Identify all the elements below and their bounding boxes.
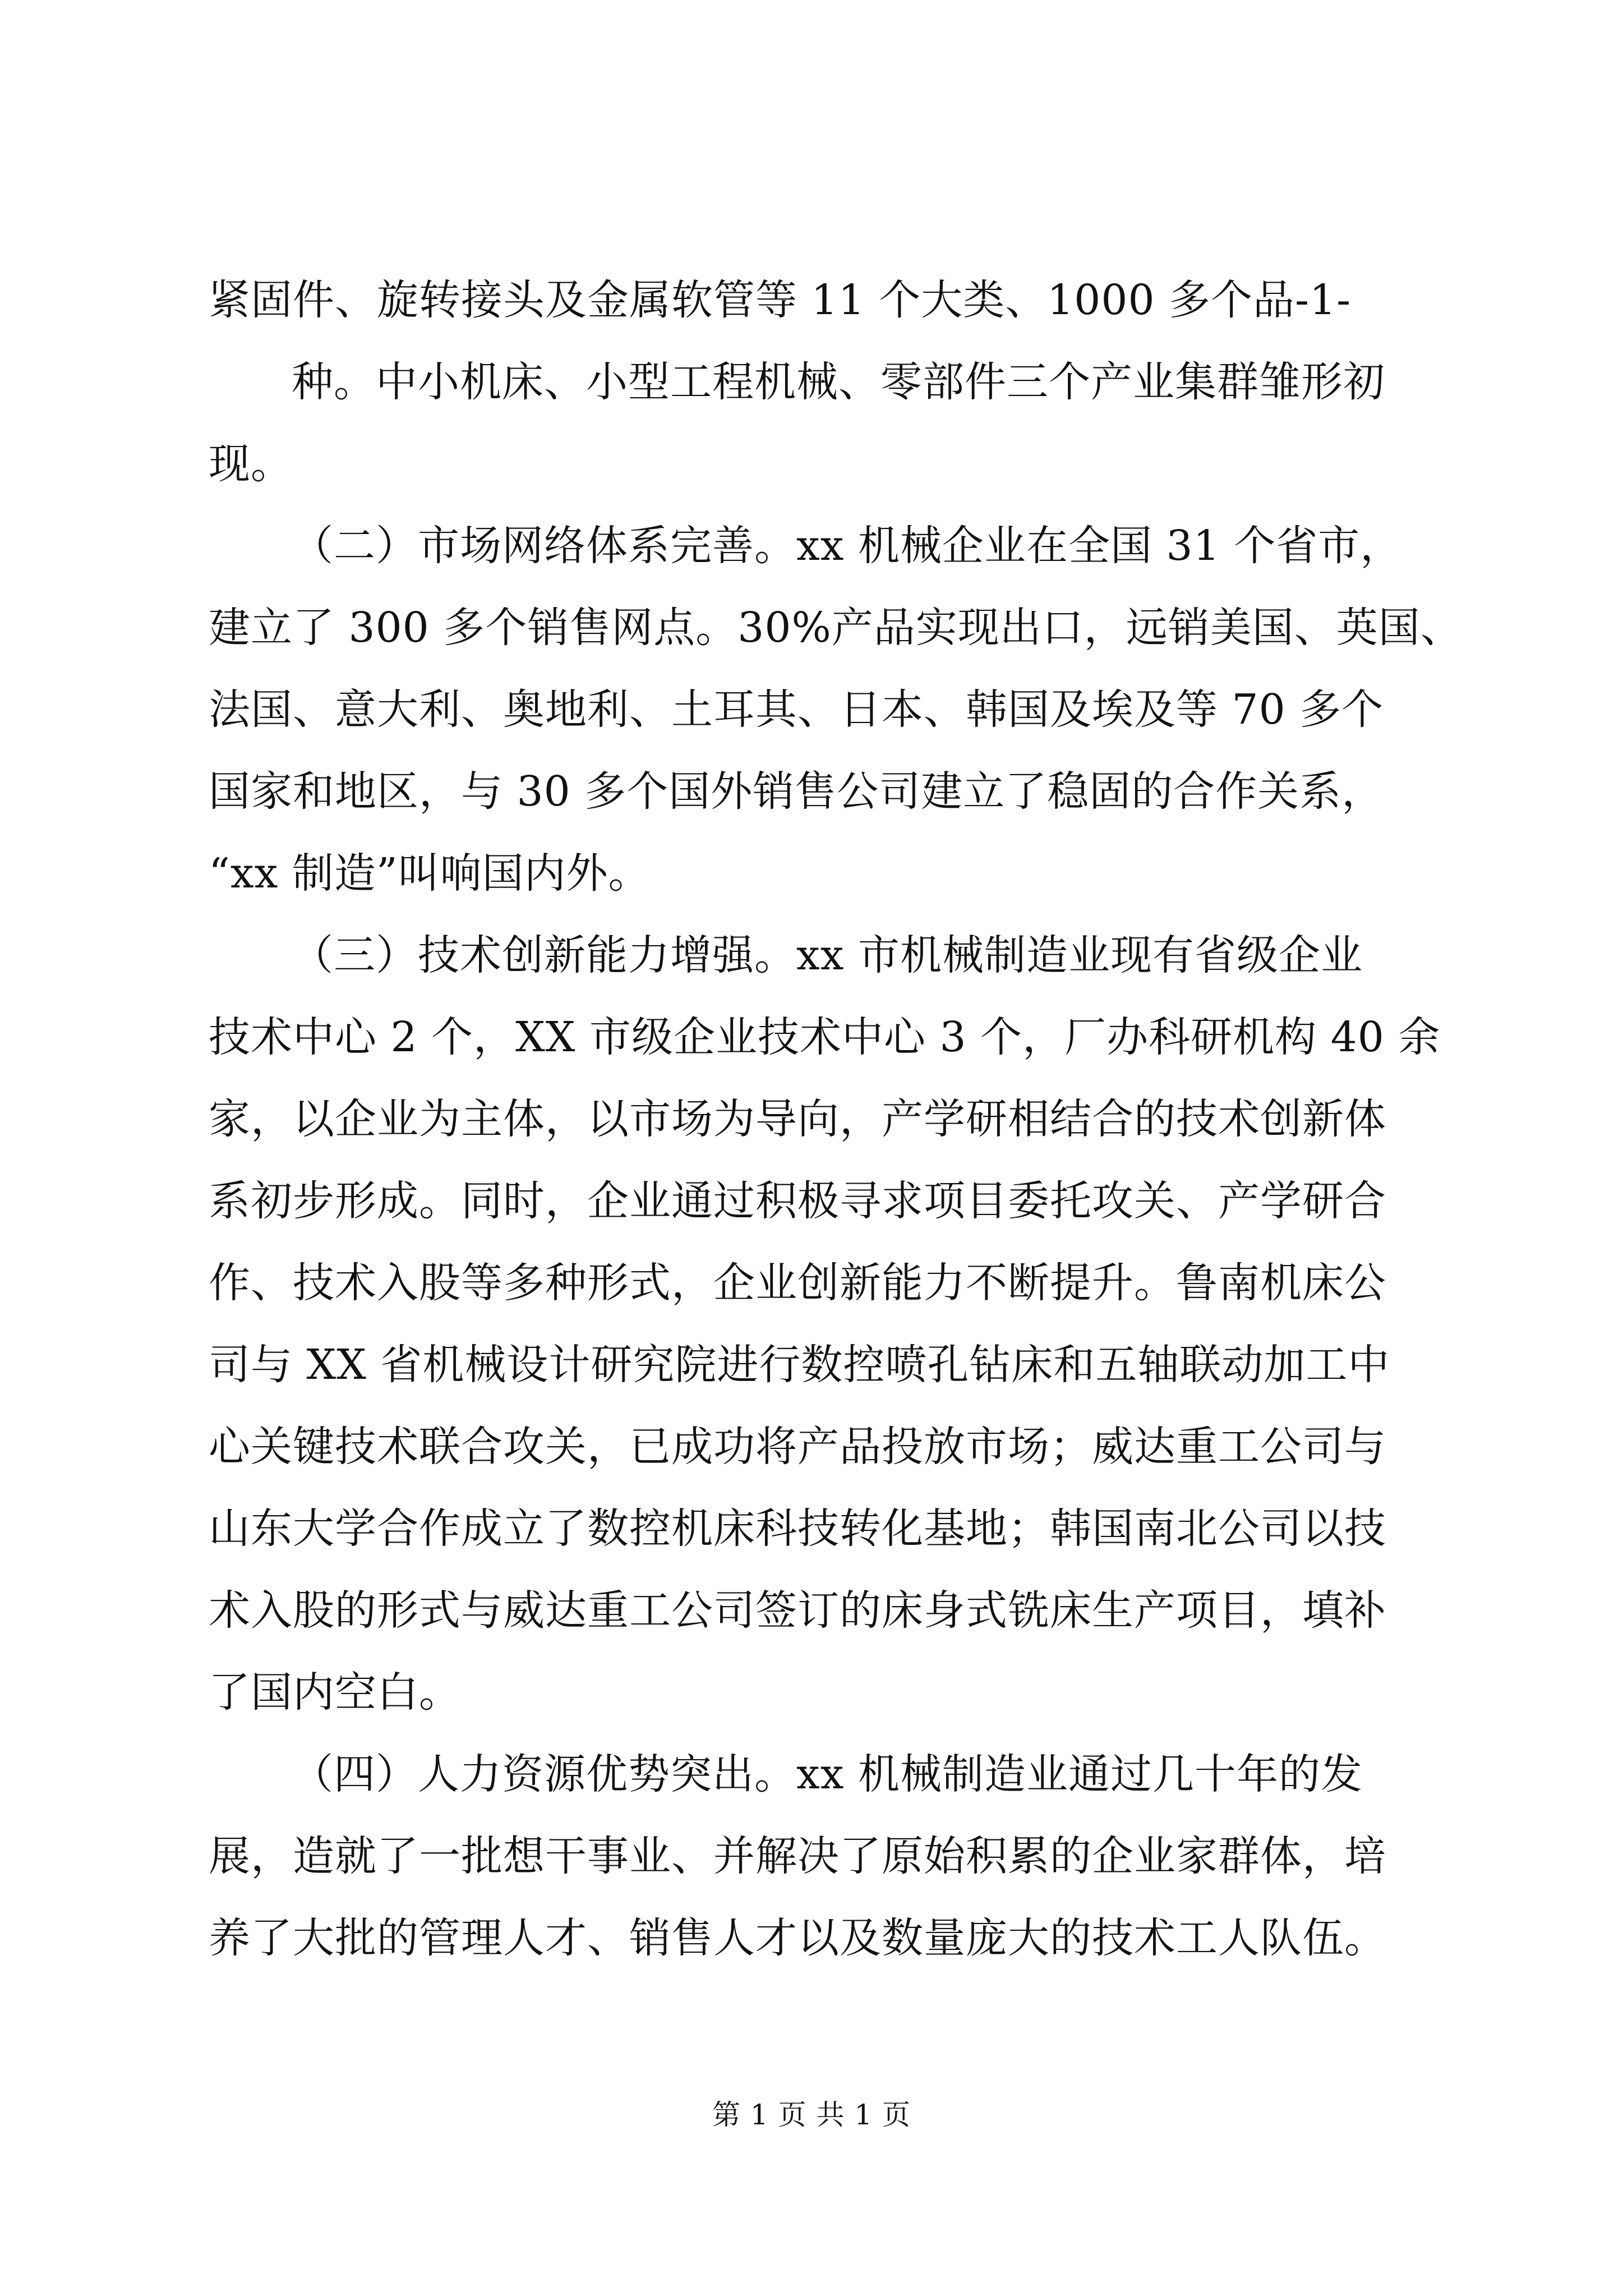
text-line: 技术中心 2 个，XX 市级企业技术中心 3 个，厂办科研机构 40 余 <box>209 1013 1441 1061</box>
text-line: 了国内空白。 <box>209 1668 461 1717</box>
text-line: 建立了 300 多个销售网点。30%产品实现出口，远销美国、英国、 <box>209 604 1463 652</box>
text-line: 养了大批的管理人才、销售人才以及数量庞大的技术工人队伍。 <box>209 1914 1386 1962</box>
text-line: 心关键技术联合攻关，已成功将产品投放市场；威达重工公司与 <box>209 1423 1386 1471</box>
text-line: 种。中小机床、小型工程机械、零部件三个产业集群雏形初 <box>292 358 1385 406</box>
text-line: 山东大学合作成立了数控机床科技转化基地；韩国南北公司以技 <box>209 1504 1386 1553</box>
text-line: 作、技术入股等多种形式，企业创新能力不断提升。鲁南机床公 <box>209 1259 1386 1307</box>
page-number-label: 第 1 页 共 1 页 <box>712 2099 911 2131</box>
text-line: 家，以企业为主体，以市场为导向，产学研相结合的技术创新体 <box>209 1095 1386 1143</box>
text-line: 国家和地区，与 30 多个国外销售公司建立了稳固的合作关系， <box>209 767 1384 816</box>
text-line: 司与 XX 省机械设计研究院进行数控喷孔钻床和五轴联动加工中 <box>209 1341 1390 1389</box>
text-line: （二）市场网络体系完善。xx 机械企业在全国 31 个省市， <box>292 522 1403 570</box>
text-line: （四）人力资源优势突出。xx 机械制造业通过几十年的发 <box>292 1750 1363 1798</box>
text-line: 紧固件、旋转接头及金属软管等 11 个大类、1000 多个品-1- <box>209 276 1352 324</box>
document-body <box>209 259 1463 1979</box>
text-line: （三）技术创新能力增强。xx 市机械制造业现有省级企业 <box>292 931 1363 979</box>
text-line: 法国、意大利、奥地利、土耳其、日本、韩国及埃及等 70 多个 <box>209 685 1384 734</box>
text-line: 现。 <box>209 440 293 488</box>
text-line: 展，造就了一批想干事业、并解决了原始积累的企业家群体，培 <box>209 1832 1386 1880</box>
text-line: 术入股的形式与威达重工公司签订的床身式铣床生产项目，填补 <box>209 1586 1386 1635</box>
page-footer <box>0 2095 1623 2134</box>
text-line: “xx 制造”叫响国内外。 <box>209 849 651 898</box>
text-line: 系初步形成。同时，企业通过积极寻求项目委托攻关、产学研合 <box>209 1177 1386 1225</box>
